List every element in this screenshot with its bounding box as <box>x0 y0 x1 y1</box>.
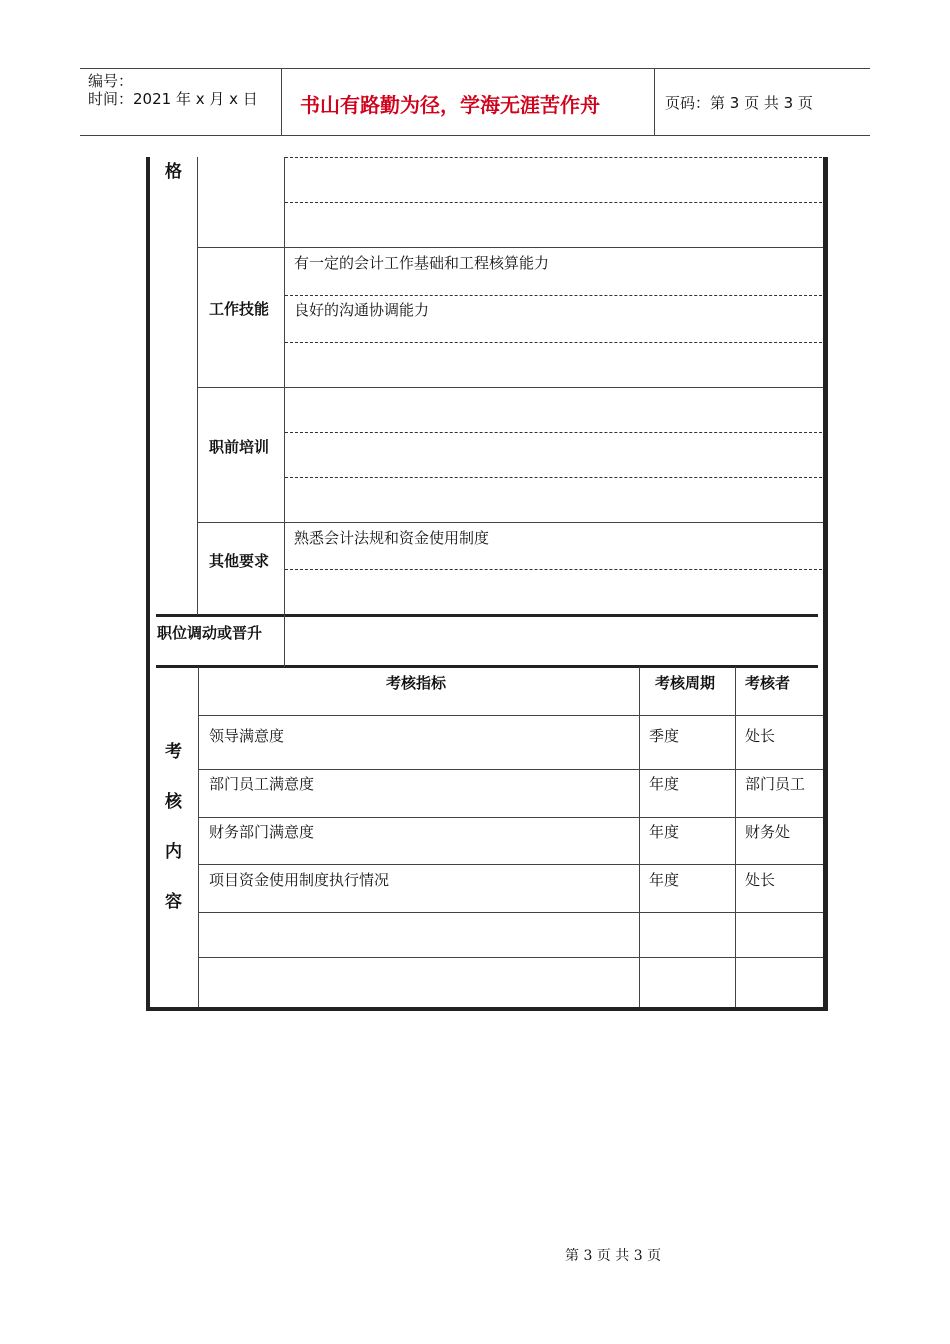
row-separator <box>198 769 823 770</box>
column-line <box>639 667 640 1007</box>
column-line <box>198 667 199 1007</box>
period-cell: 年度 <box>649 823 680 841</box>
assessor-cell: 部门员工 <box>745 775 806 793</box>
qualifications-section-char: 格 <box>165 162 182 182</box>
page-indicator: 页码：第 3 页 共 3 页 <box>665 94 813 112</box>
dashed-row-line <box>285 202 822 203</box>
row-separator <box>198 715 823 716</box>
form-left-border <box>146 157 150 1011</box>
dashed-row-line <box>285 295 822 296</box>
assessment-char: 核 <box>165 792 182 812</box>
document-date: 时间：2021 年 x 月 x 日 <box>88 90 258 108</box>
column-line <box>197 157 198 615</box>
indicator-cell: 财务部门满意度 <box>209 823 315 841</box>
period-cell: 年度 <box>649 775 680 793</box>
dashed-row-line <box>285 569 822 570</box>
indicator-cell: 部门员工满意度 <box>209 775 315 793</box>
assessor-cell: 处长 <box>745 871 776 889</box>
assessor-cell: 处长 <box>745 727 776 745</box>
document-number-label: 编号： <box>88 72 134 90</box>
row-separator <box>198 957 823 958</box>
column-header-indicator: 考核指标 <box>386 674 447 692</box>
period-cell: 年度 <box>649 871 680 889</box>
row-separator <box>197 247 823 248</box>
form-right-border <box>823 157 828 1011</box>
column-header-period: 考核周期 <box>655 674 716 692</box>
row-separator <box>198 912 823 913</box>
assessor-cell: 财务处 <box>745 823 791 841</box>
row-separator <box>197 387 823 388</box>
header-divider <box>281 68 282 135</box>
column-header-assessor: 考核者 <box>745 674 791 692</box>
indicator-cell: 领导满意度 <box>209 727 285 745</box>
qualification-label-training: 职前培训 <box>209 438 270 456</box>
header-top-rule <box>80 68 870 69</box>
section-divider <box>156 614 818 617</box>
row-separator <box>198 817 823 818</box>
header-divider <box>654 68 655 135</box>
assessment-char: 考 <box>165 742 182 762</box>
column-line <box>284 157 285 667</box>
row-separator <box>197 522 823 523</box>
column-line <box>735 667 736 1007</box>
indicator-cell: 项目资金使用制度执行情况 <box>209 871 390 889</box>
other-requirement-line: 熟悉会计法规和资金使用制度 <box>294 529 490 547</box>
header-bottom-rule <box>80 135 870 136</box>
dashed-row-line <box>285 342 822 343</box>
skill-line: 有一定的会计工作基础和工程核算能力 <box>294 254 550 272</box>
assessment-char: 内 <box>165 842 182 862</box>
assessment-char: 容 <box>165 892 182 912</box>
period-cell: 季度 <box>649 727 680 745</box>
page-footer: 第 3 页 共 3 页 <box>565 1248 662 1264</box>
qualification-label-other: 其他要求 <box>209 552 270 570</box>
qualification-label-skills: 工作技能 <box>209 300 270 318</box>
row-separator <box>198 864 823 865</box>
dashed-row-line <box>285 157 822 158</box>
form-bottom-border <box>146 1007 828 1011</box>
header-motto: 书山有路勤为径，学海无涯苦作舟 <box>300 93 600 117</box>
dashed-row-line <box>285 477 822 478</box>
section-divider <box>156 665 818 668</box>
skill-line: 良好的沟通协调能力 <box>294 301 430 319</box>
dashed-row-line <box>285 432 822 433</box>
transfer-label: 职位调动或晋升 <box>157 624 263 642</box>
